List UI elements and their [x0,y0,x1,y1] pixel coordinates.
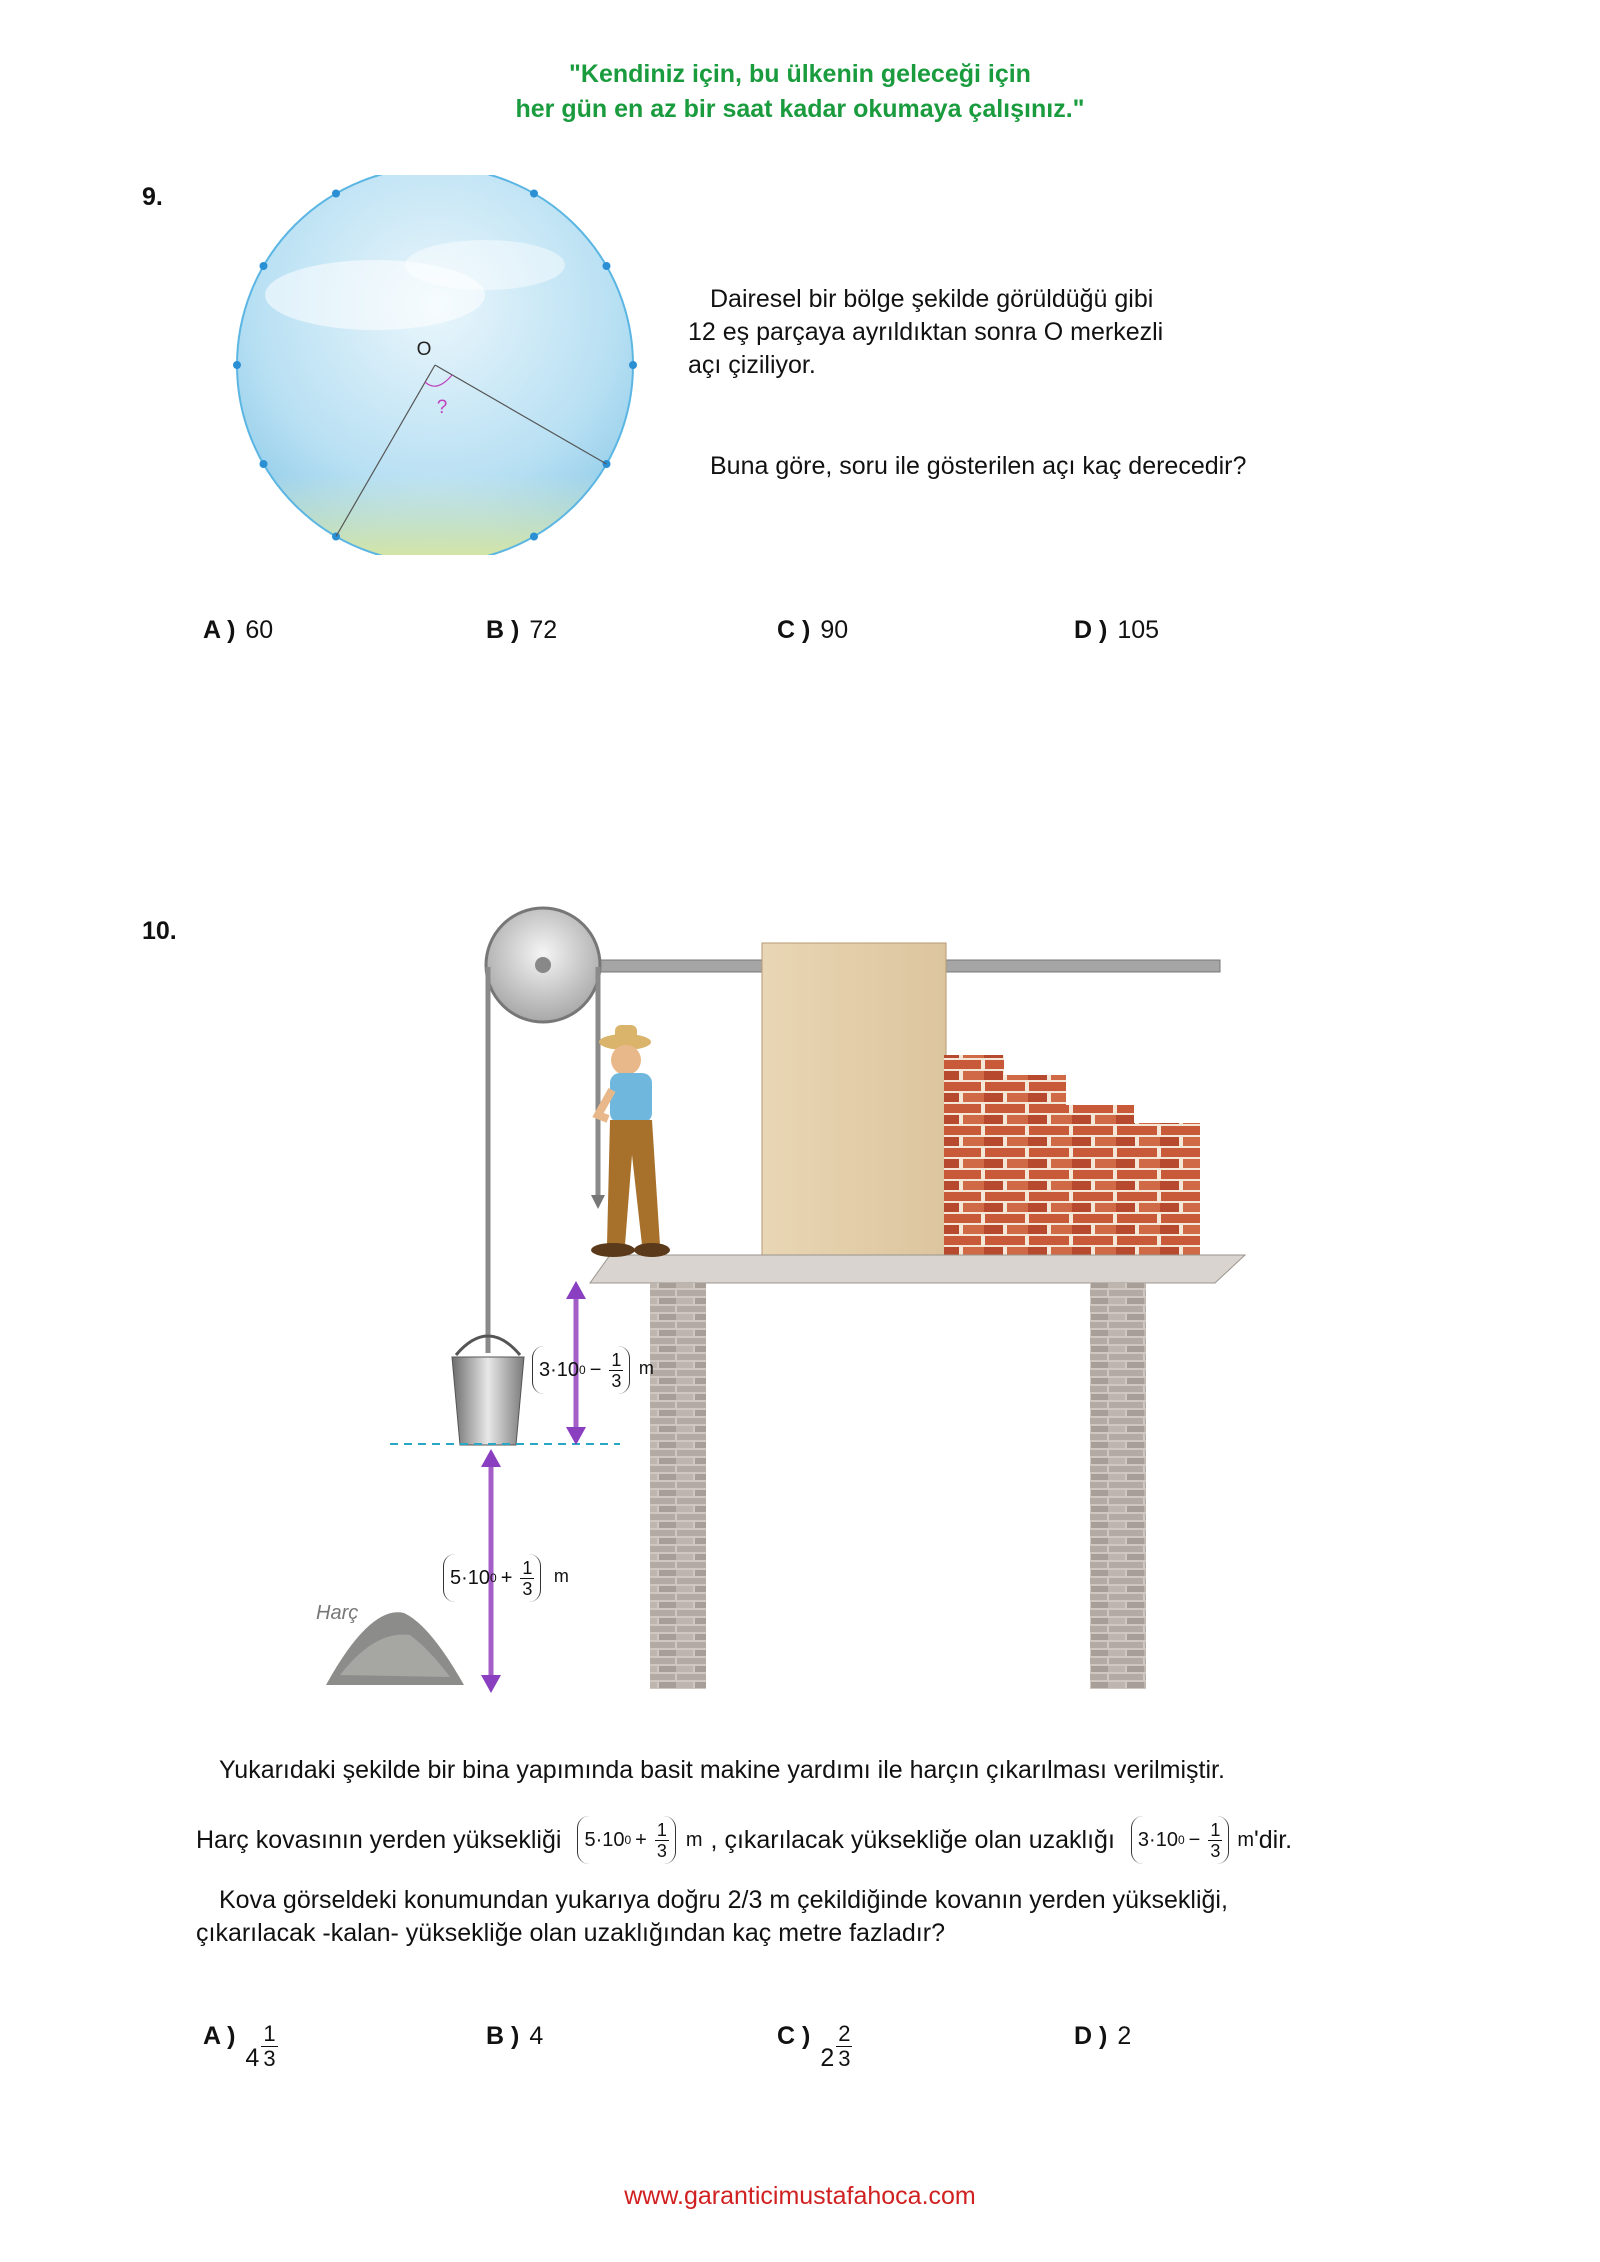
pulley-figure [280,905,1260,1695]
question-10-number: 10. [142,917,177,945]
footer-url[interactable]: www.garanticimustafahoca.com [624,2182,976,2210]
q10-option-d[interactable]: D ) 2 [1074,2022,1132,2050]
q10-option-c[interactable]: C ) 2 $\frac{2}{3}$ [777,2021,851,2072]
fig-lower-expression: 5·10 0 + $\frac{1}{3}$ m [443,1554,569,1602]
quote-line-1: "Kendiniz için, bu ülkenin geleceği için [569,60,1031,88]
q9-option-d[interactable]: D ) 105 [1074,616,1160,644]
q10-para-3-line-1: Kova görseldeki konumundan yukarıya doğru 2/3 m çekildiğinde kovanın yerden yüksekliği, [219,1886,1228,1914]
fig-upper-expression: 3·10 0 − $\frac{1}{3}$ m [532,1346,654,1394]
q9-question: Buna göre, soru ile gösterilen açı kaç derecedir? [710,452,1247,480]
q9-text-line-2: 12 eş parçaya ayrıldıktan sonra O merkezli [688,318,1164,346]
q10-para-1: Yukarıdaki şekilde bir bina yapımında basit makine yardımı ile harçın çıkarılması verilmiştir. [219,1756,1225,1784]
q10-option-a[interactable]: A ) 4 $\frac{1}{3}$ [203,2021,276,2072]
q9-text-line-1: Dairesel bir bölge şekilde görüldüğü gibi [710,285,1154,313]
q10-para-2: Harç kovasının yerden yüksekliği 5·10 0 + $\frac{1}{3}$ m , çıkarılacak yüksekliğe olan uzaklığı 3·10 0 − $\frac{1}{3}$ m 'dir. [196,1816,1292,1864]
q9-option-c[interactable]: C ) 90 [777,616,849,644]
angle-label: ? [436,397,448,418]
wooden-board [762,943,946,1278]
q10-para-3-line-2: çıkarılacak -kalan- yüksekliğe olan uzaklığından kaç metre fazladır? [196,1919,945,1947]
brick-wall [944,1055,1200,1268]
q9-text-line-3: açı çiziliyor. [688,351,816,379]
pillar-left [650,1283,706,1689]
q9-option-a[interactable]: A ) 60 [203,616,274,644]
harc-label: Harç [316,1602,359,1624]
pillar-right [1090,1283,1146,1689]
platform [590,1255,1245,1283]
worker-figure [591,1025,670,1257]
center-label: O [416,339,432,360]
quote-line-2: her gün en az bir saat kadar okumaya çalışınız." [515,95,1085,123]
circle-figure [225,175,645,555]
q10-option-b[interactable]: B ) 4 [486,2022,544,2050]
q9-option-b[interactable]: B ) 72 [486,616,558,644]
question-9-number: 9. [142,183,163,211]
